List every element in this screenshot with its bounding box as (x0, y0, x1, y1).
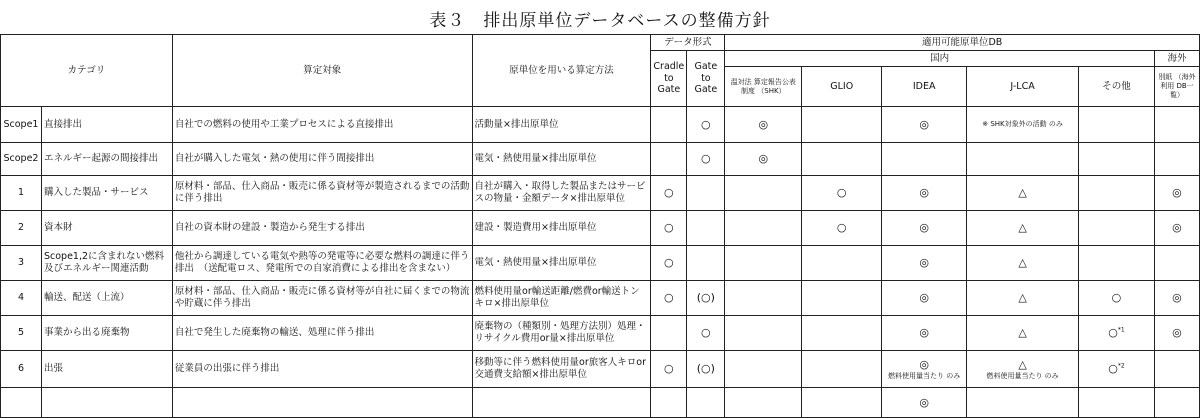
scope-cell (1, 143, 42, 176)
category-cell (41, 143, 172, 176)
method-cell-text: 電気・熱使用量×排出原単位 (474, 153, 597, 165)
cradle-to-gate-cell (651, 246, 687, 281)
scope-cell (1, 211, 42, 246)
gate-to-gate-cell (687, 107, 725, 143)
category-cell-text: 資本財 (43, 222, 73, 234)
jlca-cell (967, 143, 1079, 176)
other-cell (1079, 316, 1155, 351)
target-cell-text: 自社が購入した電気・熱の使用に伴う間接排出 (174, 153, 375, 165)
method-cell (472, 143, 651, 176)
shk-cell (725, 143, 802, 176)
header-cradle-to-gate: Cradle to Gate (651, 51, 687, 107)
cradle-to-gate-cell-text: ○ (664, 221, 674, 235)
table-row (1, 176, 1200, 211)
scope-cell-text: 6 (17, 363, 25, 375)
scope-cell (1, 351, 42, 388)
gate-to-gate-cell-text: (○) (696, 362, 715, 376)
table-row (1, 211, 1200, 246)
header-applicable-db: 適用可能原単位DB (725, 35, 1200, 51)
method-cell (472, 211, 651, 246)
other-footnote: *1 (1117, 326, 1125, 334)
other-cell (1079, 351, 1155, 388)
gate-to-gate-cell (687, 211, 725, 246)
cradle-to-gate-cell (651, 281, 687, 316)
other-cell (1079, 211, 1155, 246)
scope-cell-text: 2 (17, 222, 25, 234)
method-cell-text: 電気・熱使用量×排出原単位 (474, 257, 597, 269)
jlca-cell (967, 107, 1079, 143)
cradle-to-gate-cell (651, 211, 687, 246)
header-target: 算定対象 (172, 35, 472, 107)
glio-cell-text: ○ (836, 221, 847, 235)
cradle-to-gate-cell (651, 316, 687, 351)
idea-cell (882, 211, 967, 246)
scope-cell (1, 246, 42, 281)
header-overseas: 海外 (1154, 51, 1199, 67)
table-row (1, 246, 1200, 281)
gate-to-gate-cell (687, 351, 725, 388)
header-data-format: データ形式 (651, 35, 725, 51)
category-cell (41, 107, 172, 143)
jlca-mark: △ (1018, 326, 1027, 340)
shk-cell (725, 211, 802, 246)
method-cell-text: 燃料使用量or輸送距離/燃費or輸送トンキロ×排出原単位 (474, 286, 640, 309)
overseas-cell-text: ◎ (1172, 186, 1182, 200)
idea-cell (882, 107, 967, 143)
jlca-cell (967, 246, 1079, 281)
table-title: 表３ 排出原単位データベースの整備方針 (429, 11, 771, 31)
cradle-to-gate-cell (651, 107, 687, 143)
overseas-cell (1154, 316, 1199, 351)
other-cell (1079, 281, 1155, 316)
category-cell-text: 直接排出 (43, 118, 82, 130)
target-cell (172, 176, 472, 211)
header-gate-to-gate: Gate to Gate (687, 51, 725, 107)
glio-cell (802, 143, 882, 176)
cradle-to-gate-cell-text: ○ (664, 291, 674, 305)
overseas-cell (1154, 107, 1199, 143)
glio-cell (802, 176, 882, 211)
overseas-cell (1154, 211, 1199, 246)
table-row (1, 143, 1200, 176)
category-cell-text: 輸送、配送（上流） (43, 292, 130, 304)
target-cell-text: 自社の資本財の建設・製造から発生する排出 (174, 222, 365, 234)
method-cell (472, 281, 651, 316)
gate-to-gate-cell-text: ○ (701, 152, 711, 166)
method-cell-text: 自社が購入・取得した製品またはサービスの物量・金額データ×排出原単位 (474, 181, 646, 204)
cradle-to-gate-cell (651, 388, 687, 418)
other-cell (1079, 176, 1155, 211)
overseas-cell-text: ◎ (1172, 291, 1182, 305)
target-cell-text: 自社での燃料の使用や工業プロセスによる直接排出 (174, 118, 394, 130)
category-cell-text: 出張 (43, 363, 63, 375)
idea-cell (882, 281, 967, 316)
jlca-note: ※ SHK対象外の活動 のみ (982, 120, 1063, 129)
idea-mark: ◎ (919, 357, 929, 371)
idea-mark: ◎ (919, 291, 929, 305)
category-cell-text: Scope1,2に含まれない燃料及びエネルギー関連活動 (43, 251, 165, 274)
method-cell-text: 廃棄物の（種類別・処理方法別）処理・リサイクル費用or量×排出原単位 (474, 321, 646, 344)
shk-cell (725, 316, 802, 351)
shk-cell-text: ◎ (758, 152, 769, 166)
cradle-to-gate-cell (651, 143, 687, 176)
header-jlca: J-LCA (967, 67, 1079, 107)
emission-factor-db-table (0, 34, 1200, 418)
shk-cell (725, 107, 802, 143)
gate-to-gate-cell (687, 281, 725, 316)
idea-mark: ◎ (919, 326, 929, 340)
scope-cell (1, 281, 42, 316)
gate-to-gate-cell-text: ○ (701, 117, 711, 131)
cradle-to-gate-cell (651, 351, 687, 388)
jlca-note: 燃料使用量当たり のみ (986, 371, 1059, 380)
jlca-mark: △ (1018, 291, 1027, 305)
target-cell (172, 351, 472, 388)
idea-cell (882, 176, 967, 211)
other-footnote: *2 (1117, 362, 1125, 370)
target-cell-text: 従業員の出張に伴う排出 (174, 363, 280, 375)
shk-cell-text: ◎ (758, 117, 769, 131)
method-cell (472, 176, 651, 211)
scope-cell-text: Scope2 (3, 153, 39, 165)
overseas-cell (1154, 143, 1199, 176)
scope-cell-text: 5 (17, 327, 25, 339)
glio-cell (802, 351, 882, 388)
header-glio: GLIO (802, 67, 882, 107)
category-cell-text: 購入した製品・サービス (43, 187, 149, 199)
target-cell (172, 107, 472, 143)
target-cell-text: 原材料・部品、仕入商品・販売に係る資材等が自社に届くまでの物流や貯蔵に伴う排出 (174, 286, 470, 309)
method-cell (472, 107, 651, 143)
jlca-cell (967, 388, 1079, 418)
category-cell (41, 176, 172, 211)
glio-cell (802, 316, 882, 351)
gate-to-gate-cell (687, 316, 725, 351)
glio-cell (802, 107, 882, 143)
jlca-mark: △ (1018, 357, 1027, 371)
idea-cell (882, 388, 967, 418)
target-cell (172, 388, 472, 418)
other-mark: ○ (1108, 326, 1118, 340)
overseas-cell (1154, 351, 1199, 388)
other-cell (1079, 246, 1155, 281)
jlca-cell (967, 176, 1079, 211)
method-cell (472, 388, 651, 418)
jlca-mark: △ (1018, 256, 1027, 270)
jlca-cell (967, 281, 1079, 316)
method-cell (472, 351, 651, 388)
other-cell (1079, 388, 1155, 418)
other-cell (1079, 107, 1155, 143)
target-cell (172, 246, 472, 281)
header-category: カテゴリ (1, 35, 173, 107)
glio-cell (802, 281, 882, 316)
table-body (1, 35, 1200, 418)
target-cell (172, 211, 472, 246)
jlca-cell (967, 316, 1079, 351)
shk-cell (725, 281, 802, 316)
idea-cell (882, 351, 967, 388)
gate-to-gate-cell (687, 176, 725, 211)
table-row (1, 107, 1200, 143)
target-cell-text: 原材料・部品、仕入商品・販売に係る資材等が製造されるまでの活動に伴う排出 (174, 181, 470, 204)
cradle-to-gate-cell-text: ○ (664, 256, 674, 270)
gate-to-gate-cell (687, 246, 725, 281)
jlca-mark: △ (1018, 221, 1027, 235)
table-row (1, 351, 1200, 388)
idea-mark: ◎ (919, 256, 929, 270)
idea-mark: ◎ (919, 117, 929, 131)
header-shk: 温対法 算定報告公表制度 （SHK） (725, 67, 802, 107)
header-overseas-list: 別紙 （海外利用 DB一覧） (1154, 67, 1199, 107)
scope-cell (1, 316, 42, 351)
category-cell (41, 316, 172, 351)
shk-cell (725, 176, 802, 211)
gate-to-gate-cell-text: ○ (701, 326, 711, 340)
other-mark: ○ (1111, 291, 1122, 305)
shk-cell (725, 351, 802, 388)
category-cell-text: 事業から出る廃棄物 (43, 327, 130, 339)
shk-cell (725, 388, 802, 418)
overseas-cell-text: ◎ (1172, 221, 1182, 235)
overseas-cell (1154, 388, 1199, 418)
jlca-cell (967, 211, 1079, 246)
gate-to-gate-cell (687, 143, 725, 176)
method-cell (472, 246, 651, 281)
cradle-to-gate-cell-text: ○ (664, 186, 674, 200)
shk-cell (725, 246, 802, 281)
category-cell (41, 388, 172, 418)
method-cell-text: 建設・製造費用×排出原単位 (474, 222, 597, 234)
other-mark: ○ (1108, 362, 1118, 376)
scope-cell-text: 1 (17, 187, 25, 199)
header-method: 原単位を用いる算定方法 (472, 35, 651, 107)
gate-to-gate-cell-text: (○) (696, 291, 715, 305)
category-cell (41, 246, 172, 281)
target-cell-text: 他社から調達している電気や熱等の発電等に必要な燃料の調達に伴う排出 （送配電ロス、発電所での自家消費による排出を含まない） (174, 251, 470, 274)
header-domestic: 国内 (725, 51, 1155, 67)
idea-cell (882, 143, 967, 176)
idea-mark: ◎ (919, 395, 929, 409)
table-row (1, 316, 1200, 351)
idea-mark: ◎ (919, 186, 929, 200)
target-cell-text: 自社で発生した廃棄物の輸送、処理に伴う排出 (174, 327, 375, 339)
target-cell (172, 316, 472, 351)
gate-to-gate-cell (687, 388, 725, 418)
target-cell (172, 281, 472, 316)
scope-cell (1, 107, 42, 143)
idea-note: 燃料使用量当たり のみ (888, 371, 961, 380)
category-cell (41, 211, 172, 246)
scope-cell-text: 3 (17, 257, 25, 269)
scope-cell (1, 388, 42, 418)
other-cell (1079, 143, 1155, 176)
overseas-cell-text: ◎ (1172, 326, 1182, 340)
jlca-cell (967, 351, 1079, 388)
category-cell-text: エネルギー起源の間接排出 (43, 153, 158, 165)
category-cell (41, 281, 172, 316)
scope-cell-text: 4 (17, 292, 25, 304)
method-cell-text: 移動等に伴う燃料使用量or旅客人キロor交通費支給額×排出原単位 (474, 357, 646, 380)
method-cell (472, 316, 651, 351)
table-row (1, 388, 1200, 418)
scope-cell (1, 176, 42, 211)
glio-cell (802, 246, 882, 281)
idea-cell (882, 316, 967, 351)
header-other: その他 (1079, 67, 1155, 107)
jlca-mark: △ (1018, 186, 1027, 200)
table-row (1, 281, 1200, 316)
overseas-cell (1154, 176, 1199, 211)
cradle-to-gate-cell-text: ○ (664, 362, 674, 376)
idea-mark: ◎ (919, 221, 929, 235)
scope-cell-text: Scope1 (3, 118, 39, 130)
glio-cell (802, 211, 882, 246)
header-row-1 (1, 35, 1200, 51)
target-cell (172, 143, 472, 176)
overseas-cell (1154, 281, 1199, 316)
category-cell (41, 351, 172, 388)
idea-cell (882, 246, 967, 281)
header-idea: IDEA (882, 67, 967, 107)
glio-cell (802, 388, 882, 418)
method-cell-text: 活動量×排出原単位 (474, 118, 559, 130)
cradle-to-gate-cell (651, 176, 687, 211)
overseas-cell (1154, 246, 1199, 281)
glio-cell-text: ○ (836, 186, 847, 200)
